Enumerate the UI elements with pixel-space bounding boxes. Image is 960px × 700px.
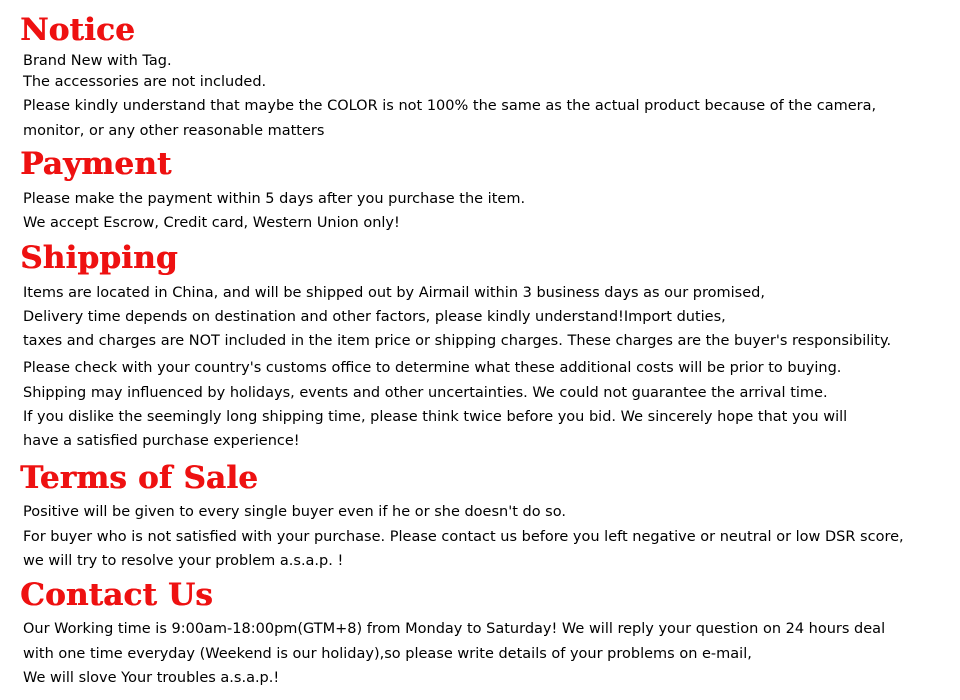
shipping-line: Shipping may influenced by holidays, events and other uncertainties. We could not guarantee the arrival time. — [23, 385, 828, 401]
shipping-line: taxes and charges are NOT included in the item price or shipping charges. These charges are the buyer's responsibility. — [23, 333, 892, 349]
terms-line: we will try to resolve your problem a.s.a.p. ! — [23, 553, 344, 569]
notice-line: Brand New with Tag. — [23, 53, 172, 69]
notice-line: The accessories are not included. — [23, 74, 267, 90]
shipping-heading: Shipping — [20, 240, 178, 276]
shipping-line: Please check with your country's customs office to determine what these additional costs will be prior to buying. — [23, 360, 842, 376]
contact-line: Our Working time is 9:00am-18:00pm(GTM+8) from Monday to Saturday! We will reply your question on 24 hours deal — [23, 621, 886, 637]
payment-heading: Payment — [20, 146, 172, 182]
notice-heading: Notice — [20, 12, 135, 48]
payment-line: We accept Escrow, Credit card, Western Union only! — [23, 215, 400, 231]
shipping-line: If you dislike the seemingly long shipping time, please think twice before you bid. We sincerely hope that you will — [23, 409, 848, 425]
terms-line: For buyer who is not satisfied with your purchase. Please contact us before you left negative or neutral or low DSR score, — [23, 529, 904, 545]
shipping-line: Items are located in China, and will be shipped out by Airmail within 3 business days as our promised, — [23, 285, 765, 301]
shipping-line: Delivery time depends on destination and other factors, please kindly understand!Import duties, — [23, 309, 726, 325]
notice-line: monitor, or any other reasonable matters — [23, 123, 325, 139]
notice-line: Please kindly understand that maybe the COLOR is not 100% the same as the actual product because of the camera, — [23, 98, 877, 114]
shipping-line: have a satisfied purchase experience! — [23, 433, 300, 449]
contact-line: We will slove Your troubles a.s.a.p.! — [23, 670, 280, 686]
contact-heading: Contact Us — [20, 577, 213, 613]
contact-line: with one time everyday (Weekend is our holiday),so please write details of your problems on e-mail, — [23, 646, 752, 662]
payment-line: Please make the payment within 5 days after you purchase the item. — [23, 191, 526, 207]
terms-line: Positive will be given to every single buyer even if he or she doesn't do so. — [23, 504, 566, 520]
terms-heading: Terms of Sale — [20, 460, 258, 496]
